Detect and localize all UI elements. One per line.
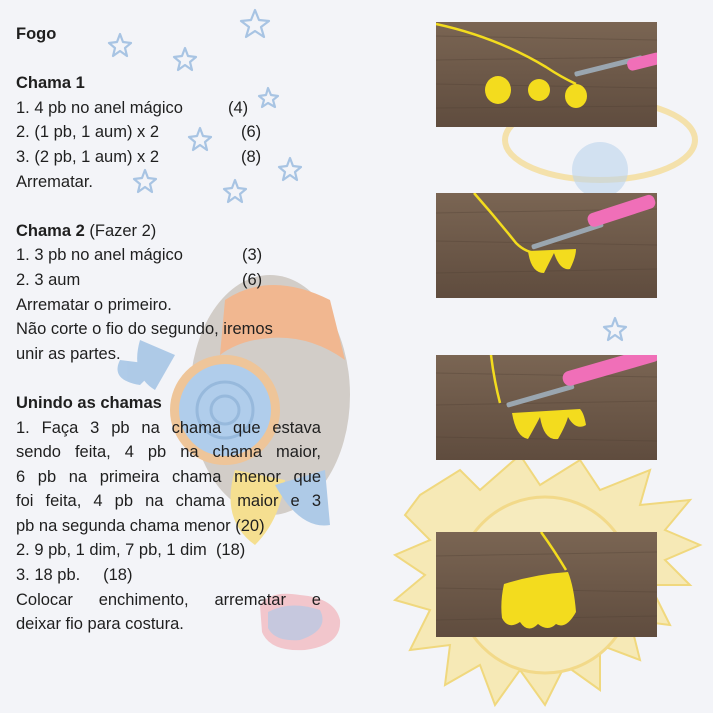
instruction-line: 1. Faça 3 pb na chama que estava <box>16 418 321 437</box>
step-photo-1 <box>436 22 657 127</box>
pattern-row: 3. (2 pb, 1 aum) x 2 (8) <box>16 147 262 166</box>
unindo-heading: Unindo as chamas <box>16 393 162 412</box>
instruction-line: foi feita, 4 pb na chama maior e 3 <box>16 492 321 511</box>
chama2-heading: Chama 2 <box>16 221 85 240</box>
chama2-heading-note: (Fazer 2) <box>84 221 157 240</box>
note-line: Não corte o fio do segundo, iremos <box>16 320 273 339</box>
chama1-heading: Chama 1 <box>16 74 85 93</box>
instruction-line: Colocar enchimento, arrematar e <box>16 590 321 609</box>
instruction-line: sendo feita, 4 pb na chama maior, <box>16 443 321 462</box>
finish-note: Arrematar. <box>16 172 94 191</box>
step-photo-3 <box>436 355 657 460</box>
instruction-line: pb na segunda chama menor (20) <box>16 516 265 535</box>
pattern-row: 1. 4 pb no anel mágico (4) <box>16 98 249 117</box>
step-photo-2 <box>436 193 657 298</box>
note-line: unir as partes. <box>16 344 121 363</box>
step-photo-4 <box>436 532 657 637</box>
instruction-line: 3. 18 pb. (18) <box>16 566 133 585</box>
pattern-text <box>16 22 328 637</box>
pattern-row: 2. 3 aum (6) <box>16 270 263 289</box>
instruction-line: 2. 9 pb, 1 dim, 7 pb, 1 dim (18) <box>16 541 246 560</box>
watermark-logo <box>270 598 332 636</box>
instruction-line: 6 pb na primeira chama menor que <box>16 467 321 486</box>
page-title: Fogo <box>16 25 57 43</box>
pattern-row: 1. 3 pb no anel mágico (3) <box>16 246 263 265</box>
note-line: Arrematar o primeiro. <box>16 295 172 314</box>
pattern-row: 2. (1 pb, 1 aum) x 2 (6) <box>16 123 262 142</box>
instruction-line: deixar fio para costura. <box>16 615 184 634</box>
star-icon <box>604 318 626 340</box>
